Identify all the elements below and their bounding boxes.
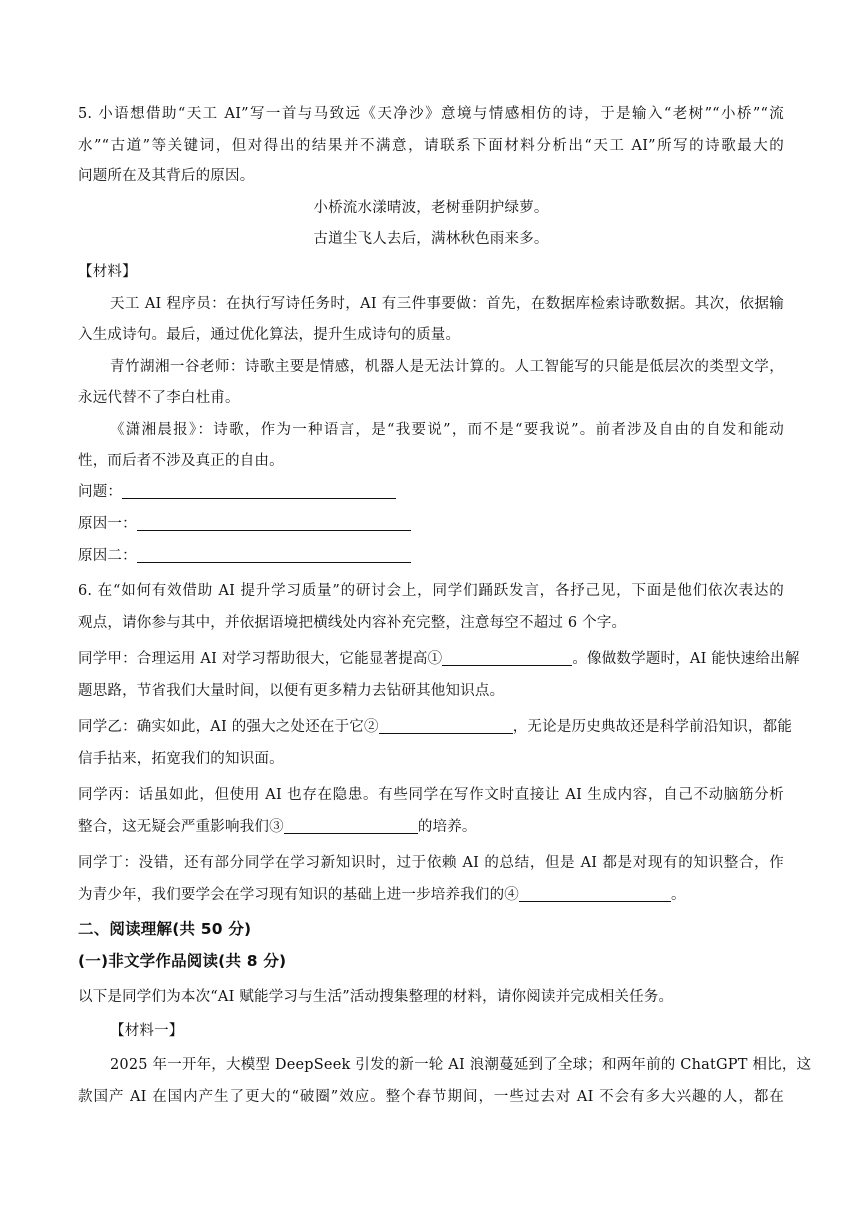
material-1-line-2: 款国产 AI 在国内产生了更大的“破圈”效应。整个春节期间，一些过去对 AI 不会有多大兴趣的人，都在 [78, 1089, 784, 1105]
blank-3[interactable] [284, 819, 418, 834]
q6-yi-line-2: 信手拈来，拓宽我们的知识面。 [78, 751, 284, 767]
material-newspaper-line-2: 性，而后者不涉及真正的自由。 [78, 453, 284, 469]
q6-bing-text-b: 的培养。 [417, 819, 477, 835]
answer-reason-2-label: 原因二： [78, 548, 137, 564]
blank-1[interactable] [442, 651, 572, 666]
section-2-title: 二、阅读理解(共 50 分) [78, 920, 252, 938]
material-teacher-line-1: 青竹湖湘一谷老师：诗歌主要是情感，机器人是无法计算的。人工智能写的只能是低层次的类型文学， [110, 359, 784, 375]
blank-2[interactable] [379, 719, 513, 734]
section-2-intro: 以下是同学们为本次“AI 赋能学习与生活”活动搜集整理的材料，请你阅读并完成相关任务。 [78, 989, 674, 1005]
answer-reason-1-blank[interactable] [137, 516, 411, 531]
answer-reason-2-blank[interactable] [137, 548, 411, 563]
q6-yi-line-1 [78, 717, 793, 737]
q6-ding-text-b: 。 [671, 887, 686, 903]
material-1-title: 【材料一】 [110, 1023, 184, 1039]
q6-bing-line-1: 同学丙：话虽如此，但使用 AI 也存在隐患。有些同学在写作文时直接让 AI 生成内容，自己不动脑筋分析 [78, 787, 784, 803]
q6-yi-text-a: 同学乙：确实如此，AI 的强大之处还在于它② [78, 719, 379, 735]
q6-yi-text-b: ，无论是历史典故还是科学前沿知识，都能 [512, 719, 793, 735]
answer-problem-blank[interactable] [122, 484, 396, 499]
q5-line-2: 水”“古道”等关键词，但对得出的结果并不满意，请联系下面材料分析出“天工 AI”所写的诗歌最大的 [78, 138, 785, 154]
answer-problem-label: 问题： [78, 484, 123, 500]
answer-problem[interactable] [78, 482, 784, 502]
q6-intro-line-1: 6. 在“如何有效借助 AI 提升学习质量”的研讨会上，同学们踊跃发言，各抒己见，下面是他们依次表达的 [78, 583, 784, 599]
q6-jia-line-1 [78, 649, 800, 669]
blank-4[interactable] [519, 887, 671, 902]
q5-line-1: 5. 小语想借助“天工 AI”写一首与马致远《天净沙》意境与情感相仿的诗，于是输入“老树”“小桥”“流 [78, 106, 784, 122]
q6-jia-line-2: 题思路，节省我们大量时间，以便有更多精力去钻研其他知识点。 [78, 683, 505, 699]
section-2-subtitle: (一)非文学作品阅读(共 8 分) [78, 952, 287, 970]
material-teacher-line-2: 永远代替不了李白杜甫。 [78, 390, 240, 406]
q6-bing-line-2 [78, 817, 784, 837]
answer-reason-1[interactable] [78, 514, 784, 534]
material-title: 【材料】 [78, 264, 137, 280]
answer-reason-2[interactable] [78, 546, 784, 566]
q6-bing-text-a: 整合，这无疑会严重影响我们③ [78, 819, 284, 835]
q6-ding-line-2 [78, 885, 784, 905]
poem-line-1: 小桥流水漾晴波，老树垂阴护绿萝。 [313, 200, 549, 216]
material-programmer-line-1: 天工 AI 程序员：在执行写诗任务时，AI 有三件事要做：首先，在数据库检索诗歌数据。其次，依据输 [110, 296, 784, 312]
answer-reason-1-label: 原因一： [78, 516, 137, 532]
material-1-line-1: 2025 年一开年，大模型 DeepSeek 引发的新一轮 AI 浪潮蔓延到了全球；和两年前的 ChatGPT 相比，这 [110, 1057, 812, 1073]
poem-line-2: 古道尘飞人去后，满林秋色雨来多。 [313, 231, 549, 247]
q6-jia-text-b: 。像做数学题时，AI 能快速给出解 [572, 651, 800, 667]
q6-jia-text-a: 同学甲：合理运用 AI 对学习帮助很大，它能显著提高① [78, 651, 443, 667]
q5-line-3: 问题所在及其背后的原因。 [78, 168, 255, 184]
q6-ding-line-1: 同学丁：没错，还有部分同学在学习新知识时，过于依赖 AI 的总结，但是 AI 都是对现有的知识整合，作 [78, 855, 784, 871]
material-programmer-line-2: 入生成诗句。最后，通过优化算法，提升生成诗句的质量。 [78, 327, 461, 343]
material-newspaper-line-1: 《潇湘晨报》：诗歌，作为一种语言，是“我要说”，而不是“要我说”。前者涉及自由的自发和能动 [110, 422, 784, 438]
q6-intro-line-2: 观点，请你参与其中，并依据语境把横线处内容补充完整，注意每空不超过 6 个字。 [78, 615, 627, 631]
q6-ding-text-a: 为青少年，我们要学会在学习现有知识的基础上进一步培养我们的④ [78, 887, 519, 903]
